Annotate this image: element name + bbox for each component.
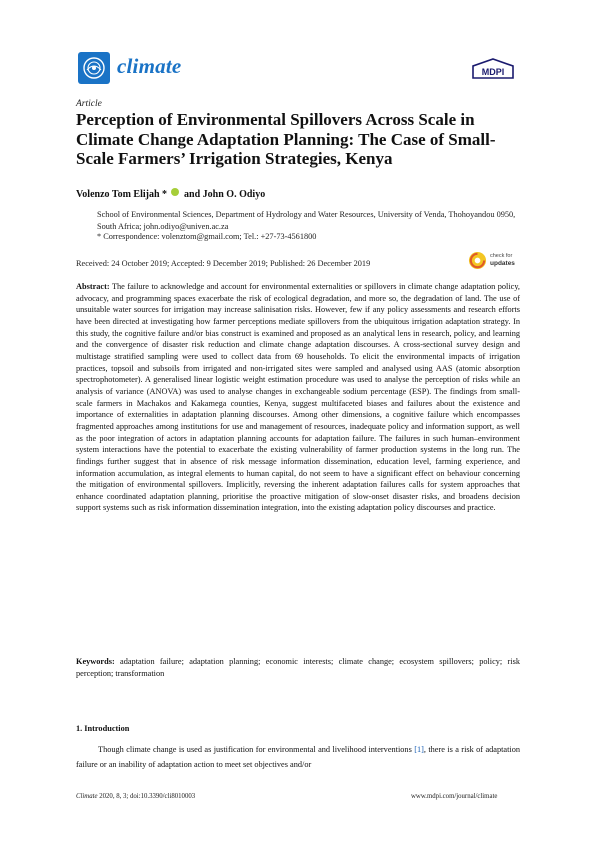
reference-link[interactable]: [1] [414, 745, 424, 754]
author-list [76, 189, 265, 200]
journal-name: climate [117, 54, 182, 78]
svg-text:MDPI: MDPI [481, 67, 505, 77]
author-name[interactable]: and John O. Odiyo [184, 189, 266, 200]
keywords [76, 656, 520, 680]
intro-text-cont: , there is a risk of adaptation failure or an inability of adaptation action to meet set objectives and/or [76, 745, 520, 769]
affiliation: School of Environmental Sciences, Department of Hydrology and Water Resources, University of Venda, Thohoyandou 0950, South Africa; john.odiyo@univen.ac.za [97, 210, 516, 231]
intro-paragraph [76, 742, 520, 772]
abstract [76, 281, 520, 514]
publication-dates: Received: 24 October 2019; Accepted: 9 December 2019; Published: 26 December 2019 [76, 259, 371, 268]
check-updates-line2: updates [490, 260, 515, 267]
check-for-updates-badge[interactable] [468, 249, 524, 271]
author-name[interactable]: Volenzo Tom Elijah * [76, 189, 168, 200]
citation-journal: Climate [76, 793, 98, 800]
orcid-icon[interactable] [171, 188, 179, 196]
check-updates-icon [468, 251, 487, 270]
abstract-text: The failure to acknowledge and account for environmental externalities or spillovers in climate change adaptation policy, advocacy, and programming spaces exacerbate the risk of ecological degradation, and more so, the degradation of land. The use of unsuitable water sources for irrigation may increase salinisation risks. However, few if any policy assessments and research efforts have been directed at investigating how farmer perceptions mediate spillovers from the ubiquitous irrigation adaptation strategy. In this study, the cognitive failure and/or bias construct is examined and proposed as an analytical lens in research, policy, and learning and the convergence of disaster risk reduction and climate change adaptation discourses. A cross-sectional survey design and multistage stratified sampling were used to collect data from 69 households. To elicit the environmental impacts of irrigation practices, topsoil and subsoils from irrigated and non-irrigated sites were sampled and analysed using AAS (atomic absorption spectrophotometer). A generalised linear logistic weight estimation procedure was used to analyse the perception of risks while an analysis of variance (ANOVA) was used to analyse changes in exchangeable sodium percentage (ESP). The findings from small-scale farmers in Machakos and Kakamega counties, Kenya, suggest multifaceted biases and failures about the existence and importance of externalities in adaptation planning discourses. Among other dimensions, a cognitive failure which encompasses fragmented approaches among institutions for use and management of resources, inadequate policy and information support, as well as the poor integration of actors in adaptation planning accounts for adaptation failure. The failures in such human–environment system interactions have the potential to exacerbate the existing vulnerability of farmer production systems in the long run. The findings further suggest that in absence of risk message information dissemination, education level, farming experience, and information accumulation, as integral elements to human capital, do not seem to have a significant effect on behaviour concerning the mitigation of environmental spillovers. Implicitly, reversing the inherent adaptation failures calls for system approaches that enhance coordinated adaptation planning, prioritise the proactive mitigation of slow-onset disaster risks, and broadens decision support systems such as risk information dissemination integration, into the existing adaptation policy discourses and practice. [76, 282, 520, 513]
article-type: Article [76, 99, 102, 109]
intro-text: Though climate change is used as justification for environmental and livelihood interventions [98, 745, 415, 754]
mdpi-logo-icon [471, 58, 515, 80]
keywords-label: Keywords: [76, 657, 115, 666]
check-updates-line1: check for [490, 253, 513, 259]
climate-journal-logo-icon [78, 52, 110, 84]
abstract-label: Abstract: [76, 282, 110, 291]
correspondence: * Correspondence: volenztom@gmail.com; Tel.: +27-73-4561800 [97, 232, 317, 241]
citation-details: 2020, 8, 3; doi:10.3390/cli8010003 [97, 793, 196, 800]
keywords-text: adaptation failure; adaptation planning; economic interests; climate change; ecosystem spillovers; policy; risk perception; transformation [76, 657, 521, 678]
article-title: Perception of Environmental Spillovers Across Scale in Climate Change Adaptation Planning: The Case of Small-Scale Farmers’ Irrigation Strategies, Kenya [76, 110, 496, 168]
citation-footer [76, 793, 195, 800]
journal-url[interactable]: www.mdpi.com/journal/climate [411, 793, 498, 800]
section-heading: 1. Introduction [76, 724, 130, 733]
